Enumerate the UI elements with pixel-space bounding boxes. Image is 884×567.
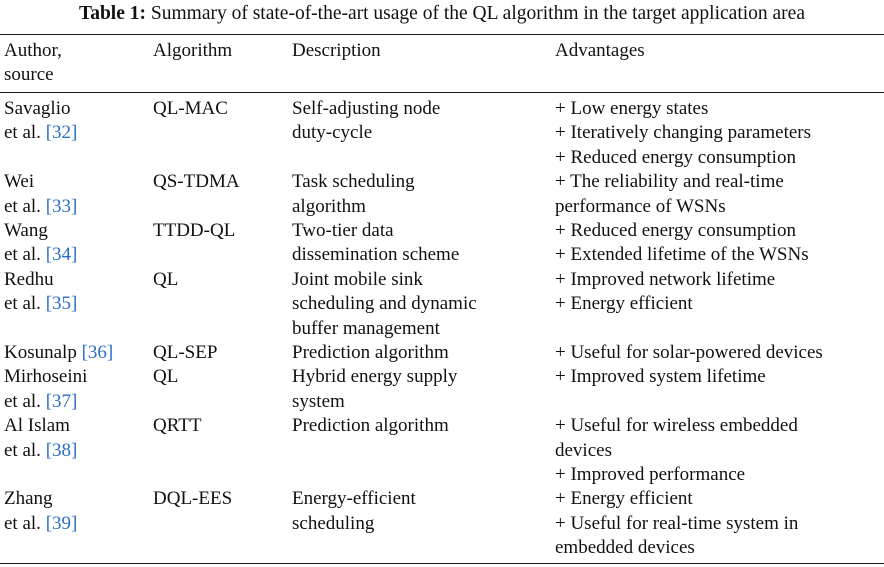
header-author: source bbox=[4, 64, 54, 86]
author-name: et al. bbox=[4, 512, 41, 534]
advantages-cell: performance of WSNs bbox=[555, 195, 726, 217]
description-cell: scheduling bbox=[292, 512, 375, 534]
header-rule bbox=[0, 92, 884, 93]
advantages-cell: + Useful for wireless embedded bbox=[555, 415, 798, 437]
author-name: Zhang bbox=[4, 488, 53, 510]
description-cell: algorithm bbox=[292, 195, 366, 217]
description-cell: buffer management bbox=[292, 317, 440, 339]
description-cell: Two-tier data bbox=[292, 220, 394, 241]
author-name: Savaglio bbox=[4, 98, 71, 119]
author-cell bbox=[4, 439, 77, 463]
advantages-cell: devices bbox=[555, 439, 612, 461]
author-cell bbox=[4, 195, 77, 219]
author-cell bbox=[4, 243, 77, 267]
caption-text: Summary of state-of-the-art usage of the QL algorithm in the target application area bbox=[150, 3, 805, 24]
author-name: Wang bbox=[4, 220, 48, 241]
author-cell bbox=[4, 219, 48, 243]
author-name: et al. bbox=[4, 122, 41, 144]
advantages-cell: embedded devices bbox=[555, 537, 695, 559]
citation-link[interactable]: [37] bbox=[45, 390, 78, 412]
author-name: Mirhoseini bbox=[4, 366, 88, 388]
author-cell bbox=[4, 121, 77, 145]
author-name: et al. bbox=[4, 439, 41, 461]
citation-link[interactable]: [38] bbox=[45, 439, 78, 461]
bottom-rule bbox=[0, 563, 884, 564]
description-cell: Hybrid energy supply bbox=[292, 366, 458, 388]
header-algorithm: Algorithm bbox=[153, 40, 233, 61]
citation-link[interactable]: [33] bbox=[45, 195, 78, 217]
advantages-cell: + Improved system lifetime bbox=[555, 366, 766, 388]
author-cell bbox=[4, 390, 77, 414]
advantages-cell: + Reduced energy consumption bbox=[555, 146, 796, 168]
algorithm-cell: TTDD-QL bbox=[153, 220, 236, 241]
algorithm-cell: QL bbox=[153, 366, 179, 388]
citation-link[interactable]: [36] bbox=[81, 342, 114, 363]
header-author: Author, bbox=[4, 40, 62, 61]
caption-label: Table 1: bbox=[79, 3, 147, 24]
algorithm-cell: DQL-EES bbox=[153, 488, 233, 510]
citation-link[interactable]: [32] bbox=[45, 122, 78, 144]
author-cell bbox=[4, 97, 71, 121]
citation-link[interactable]: [34] bbox=[45, 244, 78, 266]
author-cell bbox=[4, 341, 113, 365]
description-cell: duty-cycle bbox=[292, 122, 373, 144]
algorithm-cell: QL-SEP bbox=[153, 342, 218, 363]
top-rule bbox=[0, 34, 884, 35]
advantages-cell: + Extended lifetime of the WSNs bbox=[555, 244, 809, 266]
algorithm-cell: QS-TDMA bbox=[153, 171, 240, 193]
advantages-cell: + The reliability and real-time bbox=[555, 171, 784, 193]
author-cell bbox=[4, 268, 54, 292]
description-cell: scheduling and dynamic bbox=[292, 293, 477, 315]
author-name: et al. bbox=[4, 195, 41, 217]
description-cell: Task scheduling bbox=[292, 171, 415, 193]
description-cell: Self-adjusting node bbox=[292, 98, 441, 119]
description-cell: Joint mobile sink bbox=[292, 268, 423, 290]
advantages-cell: + Low energy states bbox=[555, 98, 709, 119]
header-description: Description bbox=[292, 40, 381, 61]
advantages-cell: + Energy efficient bbox=[555, 488, 693, 510]
advantages-cell: + Improved performance bbox=[555, 464, 746, 485]
header-advantages: Advantages bbox=[555, 40, 645, 61]
author-cell bbox=[4, 487, 53, 511]
description-cell: dissemination scheme bbox=[292, 244, 460, 266]
author-cell bbox=[4, 170, 34, 194]
description-cell: Prediction algorithm bbox=[292, 415, 449, 437]
advantages-cell: + Energy efficient bbox=[555, 293, 693, 315]
author-cell bbox=[4, 512, 77, 536]
algorithm-cell: QL-MAC bbox=[153, 98, 228, 119]
algorithm-cell: QRTT bbox=[153, 415, 202, 437]
table-caption bbox=[0, 2, 884, 26]
advantages-cell: + Reduced energy consumption bbox=[555, 220, 796, 241]
description-cell: Energy-efficient bbox=[292, 488, 416, 510]
author-name: Al Islam bbox=[4, 415, 70, 437]
author-cell bbox=[4, 365, 87, 389]
advantages-cell: + Useful for solar-powered devices bbox=[555, 342, 823, 363]
description-cell: Prediction algorithm bbox=[292, 342, 449, 363]
author-name: et al. bbox=[4, 244, 41, 266]
author-cell bbox=[4, 414, 70, 438]
advantages-cell: + Useful for real-time system in bbox=[555, 512, 799, 534]
advantages-cell: + Improved network lifetime bbox=[555, 268, 776, 290]
author-name: Redhu bbox=[4, 268, 54, 290]
author-name: Kosunalp bbox=[4, 342, 77, 363]
advantages-cell: + Iteratively changing parameters bbox=[555, 122, 812, 144]
algorithm-cell: QL bbox=[153, 268, 179, 290]
citation-link[interactable]: [35] bbox=[45, 293, 78, 315]
author-name: Wei bbox=[4, 171, 35, 193]
citation-link[interactable]: [39] bbox=[45, 512, 78, 534]
author-name: et al. bbox=[4, 390, 41, 412]
author-cell bbox=[4, 292, 77, 316]
description-cell: system bbox=[292, 390, 345, 412]
author-name: et al. bbox=[4, 293, 41, 315]
